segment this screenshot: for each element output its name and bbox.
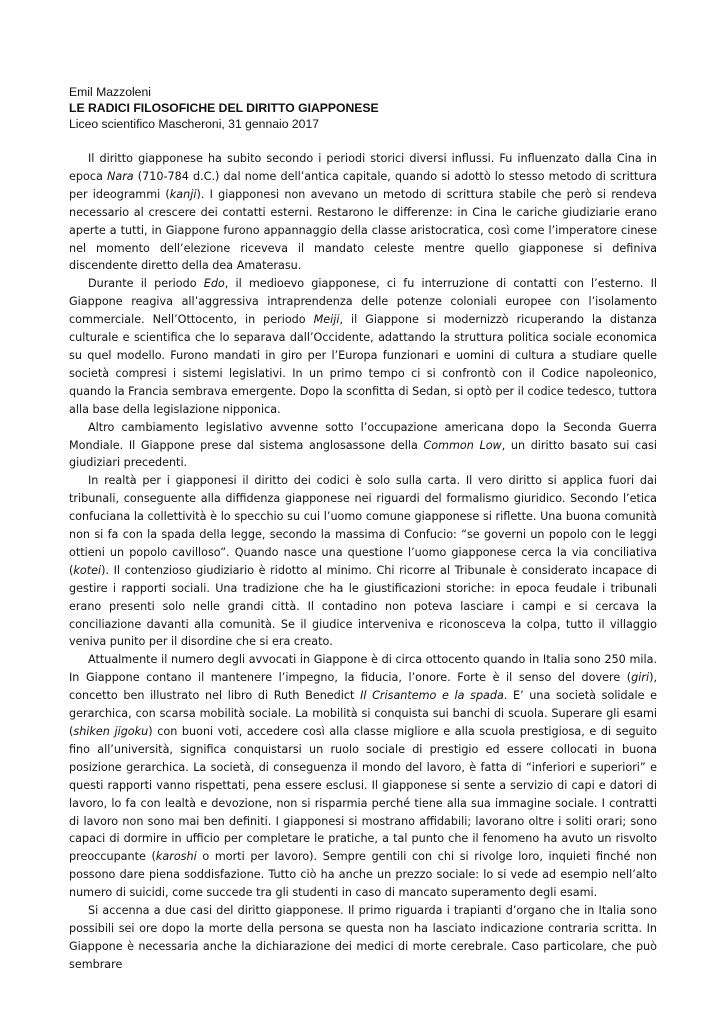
- italic-term: Meiji: [313, 313, 340, 327]
- text-run: Altro cambiamento legislativo avvenne sotto l’occupazione americana dopo la Seconda Guerra Mondiale. Il Giappone prese dal sistema anglosassone della: [69, 420, 657, 452]
- text-run: ), concetto ben illustrato nel libro di Ruth Benedict: [69, 671, 657, 703]
- document-body: [69, 150, 657, 974]
- text-run: Attualmente il numero degli avvocati in Giappone è di circa ottocento quando in Italia sono 250 mila. In Giappone contano il mantenere l’impegno, la fiducia, l’onore. Forte è il senso del dovere (: [69, 653, 657, 685]
- italic-term: Common Low: [423, 438, 502, 452]
- text-run: Si accenna a due casi del diritto giapponese. Il primo riguarda i trapianti d’organo che in Italia sono possibili sei ore dopo la morte della persona se questa non ha lasciato indicazione contraria scritta. In Giappone è necessaria anche la dichiarazione dei medici di morte cerebrale. Caso particolare, che può sembrare: [69, 904, 657, 971]
- italic-term: Nara: [106, 169, 134, 183]
- text-run: , un diritto basato sui casi giudiziari precedenti.: [69, 438, 657, 470]
- paragraph: [69, 275, 657, 418]
- italic-term: Il Crisantemo e la spada: [360, 689, 504, 703]
- italic-term: karoshi: [155, 850, 197, 864]
- paragraph: [69, 902, 657, 974]
- text-run: ). Il contenzioso giudiziario è ridotto al minimo. Chi ricorre al Tribunale è considerato incapace di gestire i rapporti sociali. Una tradizione che ha le giustificazioni storiche: in epoca feudale i tribunali erano presenti solo nelle grandi città. Il contadino non poteva lasciare i campi e si cercava la conciliazione davanti alla comunità. Se il giudice interveniva e riconosceva la colpa, tutto il villaggio veniva punito per il disordine che si era creato.: [69, 563, 657, 649]
- place-date: Liceo scientifico Mascheroni, 31 gennaio 2017: [69, 117, 320, 131]
- italic-term: shiken jigoku: [73, 725, 149, 738]
- text-run: In realtà per i giapponesi il diritto dei codici è solo sulla carta. Il vero diritto si applica fuori dai tribunali, conseguente alla diffidenza giapponese nei riguardi del formalismo giuridico. Secondo l’etica confuciana la collettività è lo specchio su cui l’uomo comune giapponese si riflette. Una buona comunità non si fa con la spada della legge, secondo la massima di Confucio: “se governi un popolo con le leggi ottieni un popolo cavilloso”. Quando nasce una questione l’uomo giapponese cerca la via conciliativa (: [69, 474, 657, 577]
- italic-term: kotei: [73, 563, 102, 577]
- text-run: . E’ una società solidale e gerarchica, con scarsa mobilità sociale. La mobilità si conquista sui banchi di scuola. Superare gli esami (: [69, 689, 657, 738]
- text-run: ) con buoni voti, accedere così alla classe migliore e alla scuola prestigiosa, e di seguito fino all’università, significa conquistarsi un ruolo sociale di prestigio ed essere collocati in buona posizione gerarchica. La società, di conseguenza il mondo del lavoro, è fatta di “inferiori e superiori” e questi rapporti vanno rispettati, pena essere esclusi. Il giapponese si sente a servizio di capi e datori di lavoro, lo fa con lealtà e devozione, non si risparmia perché tiene alla sua immagine sociale. I contratti di lavoro non sono mai ben definiti. I giapponesi si mostrano affidabili; lavorano oltre i soliti orari; sono capaci di dormire in ufficio per completare le pratiche, a tal punto che il fenomeno ha avuto un risvolto preoccupante (: [69, 725, 657, 864]
- paragraph: [69, 419, 657, 473]
- paragraph: [69, 651, 657, 902]
- document-title: LE RADICI FILOSOFICHE DEL DIRITTO GIAPPONESE: [69, 101, 379, 115]
- text-run: o morti per lavoro). Sempre gentili con chi si rivolge loro, inquieti finché non possono dare piena soddisfazione. Tutto ciò ha anche un prezzo sociale: lo si vede ad esempio nell’alto numero di suicidi, come succede tra gli studenti in caso di mancato superamento degli esami.: [69, 850, 657, 900]
- text-run: ). I giapponesi non avevano un metodo di scrittura stabile che però si rendeva necessario al crescere dei contatti esterni. Restarono le differenze: in Cina le cariche giudiziarie erano aperte a tutti, in Giappone furono appannaggio della classe aristocratica, così come l’imperatore cinese nel momento dell’elezione riceveva il mandato celeste mentre quello giapponese si definiva discendente diretto della dea Amaterasu.: [69, 187, 657, 273]
- text-run: (710-784 d.C.) dal nome dell’antica capitale, quando si adottò lo stesso metodo di scrittura per ideogrammi (: [69, 169, 657, 201]
- italic-term: Edo: [203, 277, 225, 291]
- paragraph: [69, 150, 657, 275]
- paragraph: [69, 472, 657, 651]
- author-name: Emil Mazzoleni: [69, 85, 151, 99]
- italic-term: kanji: [169, 187, 197, 201]
- document-header: [69, 84, 669, 132]
- text-run: Durante il periodo: [88, 277, 204, 291]
- text-run: , il Giappone si modernizzò ricuperando la distanza culturale e scientifica che lo separava dall’Occidente, adattando la struttura politica sociale economica su quel modello. Furono mandati in giro per l’Europa funzionari e uomini di cultura a studiare quelle società compresi i sistemi legislativi. In un primo tempo ci si confrontò con il Codice napoleonico, quando la Francia sembrava emergente. Dopo la sconfitta di Sedan, si optò per il codice tedesco, tuttora alla base della legislazione nipponica.: [69, 313, 657, 416]
- italic-term: giri: [631, 671, 650, 685]
- text-run: Il diritto giapponese ha subito secondo i periodi storici diversi influssi. Fu influenzato dalla Cina in epoca: [69, 152, 657, 183]
- text-run: , il medioevo giapponese, ci fu interruzione di contatti con l’esterno. Il Giappone reagiva all’aggressiva intraprendenza delle potenze coloniali europee con l’isolamento commerciale. Nell’Ottocento, in periodo: [69, 277, 657, 327]
